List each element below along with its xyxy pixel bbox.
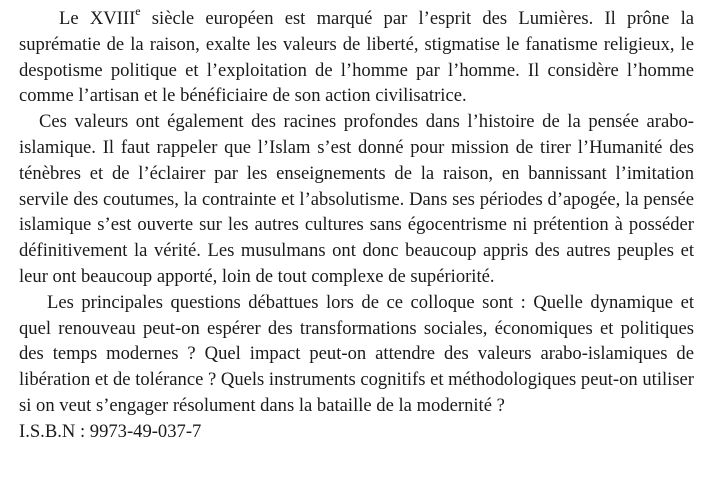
paragraph-lumieres-start: Le XVIII xyxy=(59,8,136,29)
paragraph-lumieres-rest: siècle européen est marqué par l’esprit des Lumières. Il prône la suprématie de la raison, exalte les valeurs de liberté, stigmatise le fanatisme religieux, le despotisme politique et l’exploitation de l’homme par l’homme. Il considère l’homme comme l’artisan et le bénéficiaire de son action civilisatrice. xyxy=(19,8,694,107)
paragraph-lumieres xyxy=(19,0,694,109)
century-superscript: e xyxy=(135,3,141,18)
isbn-line: I.S.B.N : 9973-49-037-7 xyxy=(19,420,202,442)
paragraph-pensee-arabo-islamique: Ces valeurs ont également des racines profondes dans l’histoire de la pensée arabo-islamique. Il faut rappeler que l’Islam s’est donné pour mission de tirer l’Humanité des ténèbres et de l’éclairer par les enseignements de la raison, en bannissant l’imitation servile des coutumes, la contrainte et l’absolutisme. Dans ses périodes d’apogée, la pensée islamique s’est ouverte sur les autres cultures sans égocentrisme ni prétention à posséder définitivement la vérité. Les musulmans ont donc beaucoup appris des autres peuples et leur ont beaucoup apporté, loin de tout complexe de supériorité. xyxy=(19,111,694,287)
document-body xyxy=(19,0,694,445)
paragraph-questions-colloque: Les principales questions débattues lors de ce colloque sont : Quelle dynamique et quel renouveau peut-on espérer des transformations sociales, économiques et politiques des temps modernes ? Quel impact peut-on attendre des valeurs arabo-islamiques de libération et de tolérance ? Quels instruments cognitifs et méthodologiques peut-on utiliser si on veut s’engager résolument dans la bataille de la modernité ? xyxy=(19,291,694,416)
